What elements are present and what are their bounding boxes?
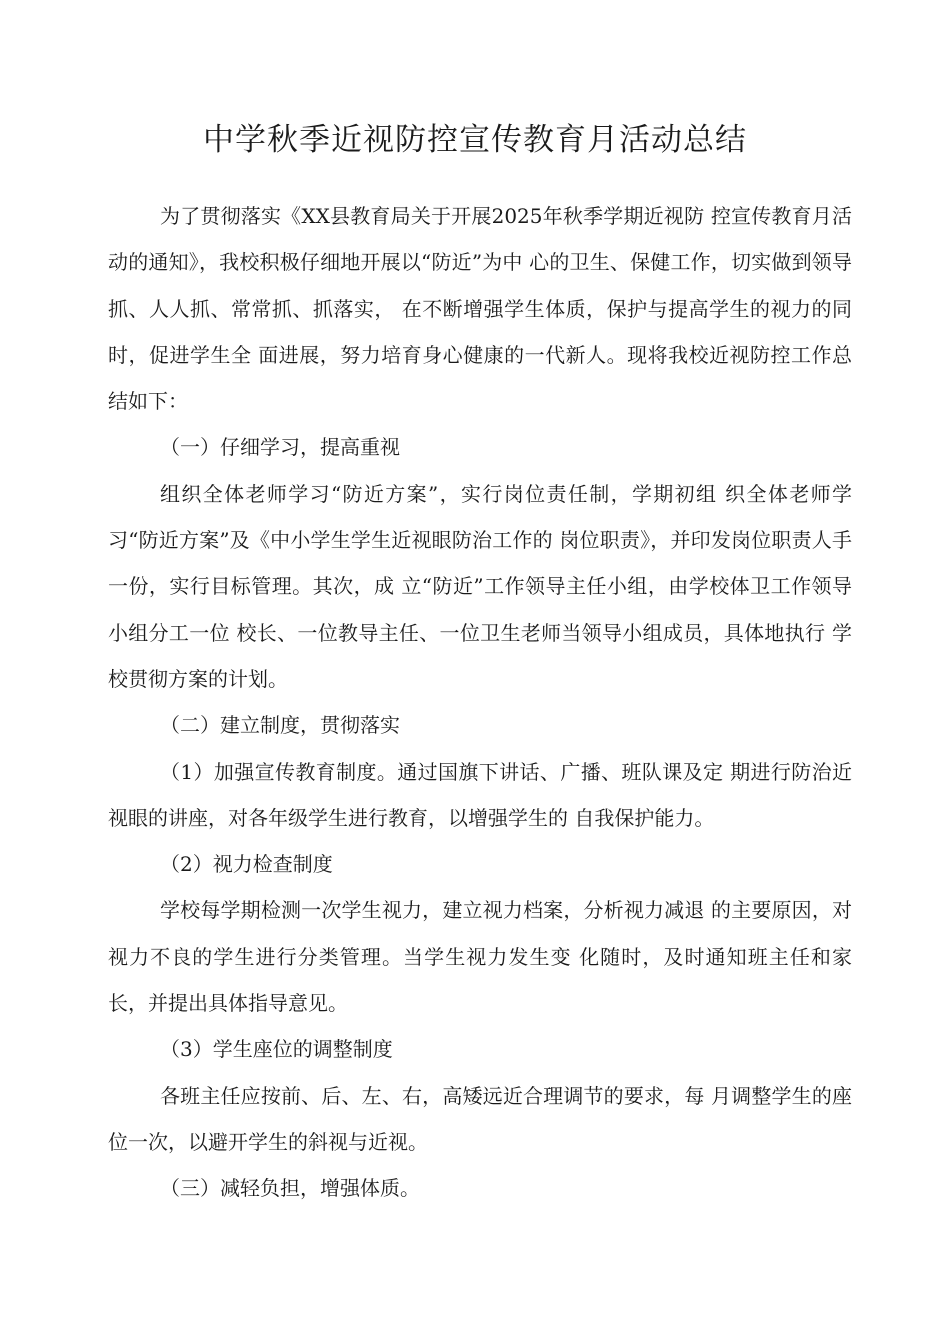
paragraph-publicity: （1）加强宣传教育制度。通过国旗下讲话、广播、班队课及定 期进行防治近视眼的讲座，对各年级学生进行教育，以增强学生的 自我保护能力。 [108, 759, 852, 830]
section-heading-2: （二）建立制度，贯彻落实 [160, 713, 400, 738]
section-heading-1: （一）仔细学习，提高重视 [160, 435, 400, 460]
paragraph-seat-adjustment: 各班主任应按前、后、左、右，高矮远近合理调节的要求，每 月调整学生的座位一次，以避开学生的斜视与近视。 [108, 1083, 852, 1154]
section-heading-3: （三）减轻负担，增强体质。 [160, 1176, 420, 1201]
subheading-vision-check: （2）视力检查制度 [160, 852, 333, 877]
subheading-seat-adjustment: （3）学生座位的调整制度 [160, 1037, 393, 1062]
document-body [108, 193, 852, 1212]
paragraph-intro: 为了贯彻落实《XX县教育局关于开展2025年秋季学期近视防 控宣传教育月活动的通知》，我校积极仔细地开展以“防近”为中 心的卫生、保健工作，切实做到领导抓、人人抓、常常抓、抓落实， 在不断增强学生体质，保护与提高学生的视力的同时，促进学生全 面进展，努力培育身心健康的一代新人。现将我校近视防控工作总 结如下： [108, 204, 852, 414]
document-title: 中学秋季近视防控宣传教育月活动总结 [203, 122, 747, 158]
paragraph-study: 组织全体老师学习“防近方案”，实行岗位责任制，学期初组 织全体老师学习“防近方案”及《中小学生学生近视眼防治工作的 岗位职责》，并印发岗位职责人手一份，实行目标管理。其次，成 立“防近”工作领导主任小组，由学校体卫工作领导小组分工一位 校长、一位教导主任、一位卫生老师当领导小组成员，具体地执行 学校贯彻方案的计划。 [108, 481, 852, 691]
paragraph-vision-check: 学校每学期检测一次学生视力，建立视力档案，分析视力减退 的主要原因，对视力不良的学生进行分类管理。当学生视力发生变 化随时，及时通知班主任和家长，并提出具体指导意见。 [108, 898, 852, 1016]
